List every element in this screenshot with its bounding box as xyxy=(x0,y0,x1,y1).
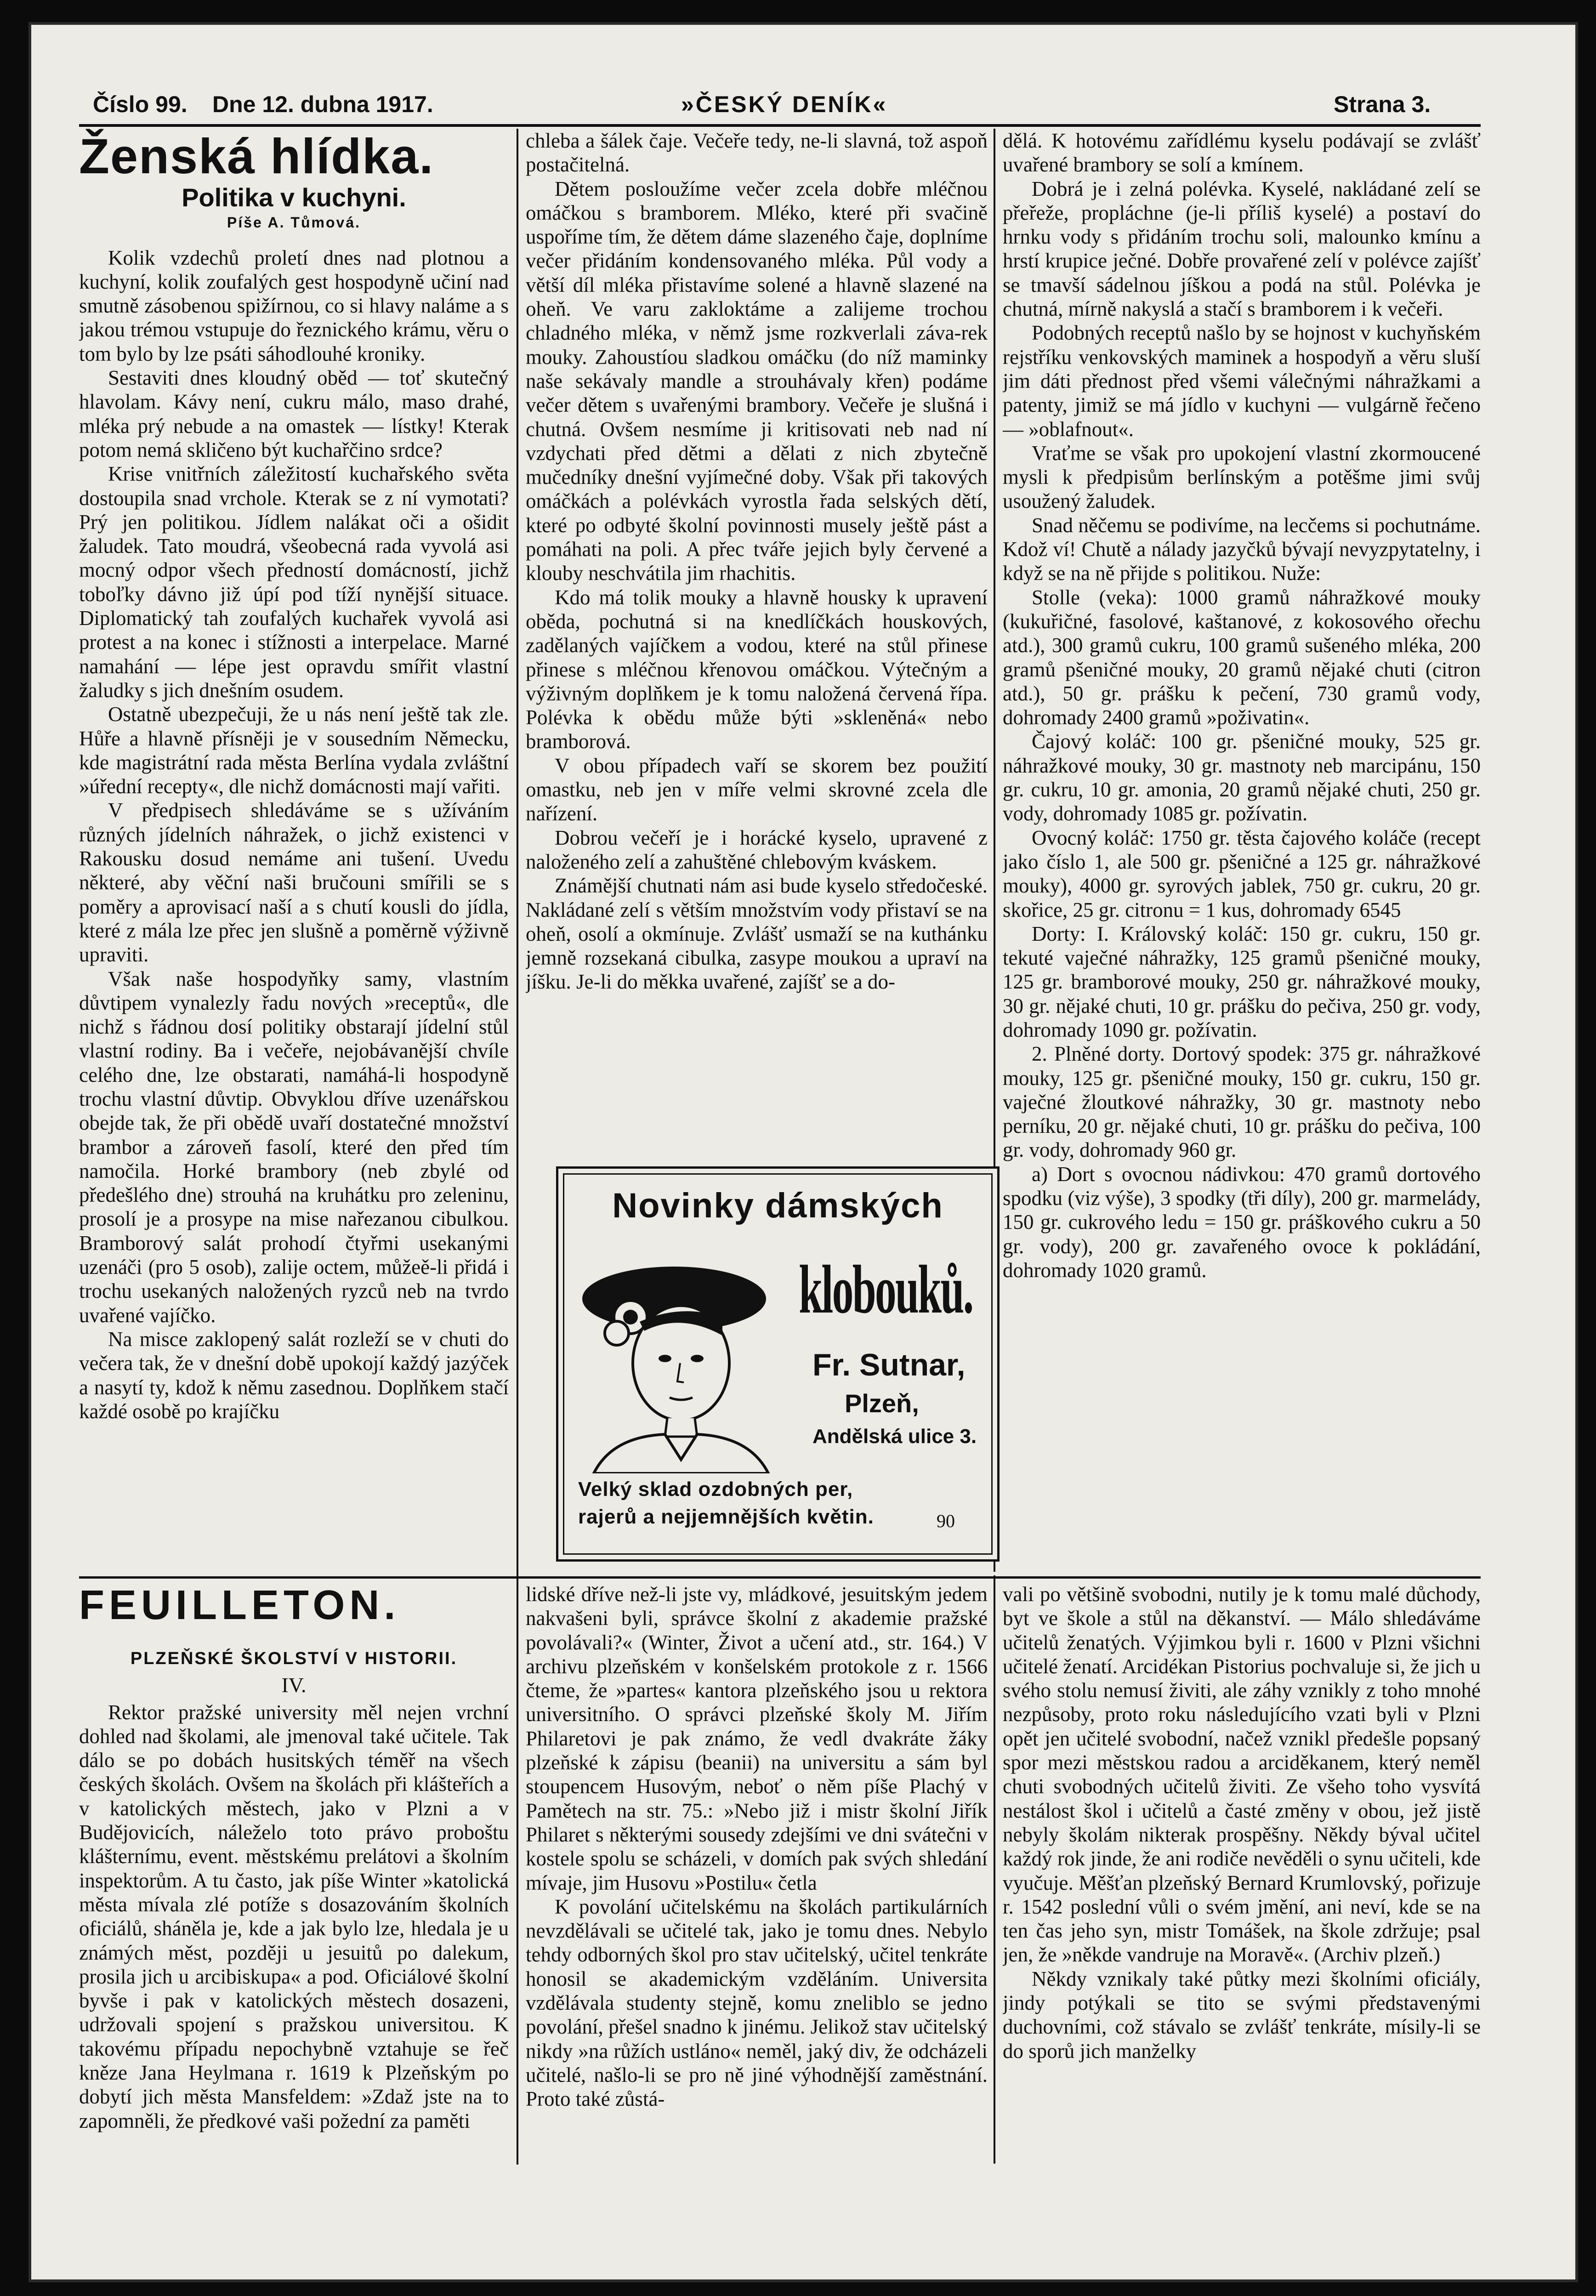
paragraph: Podobných receptů našlo by se hojnost v kuchyňském rejstříku venkovských maminek a hospodyň a věru sluší jim dáti přednost před všemi válečnými náhražkami a patenty, jimiž se má jídlo v kuchyni — vulgárně řečeno — »oblafnout«. xyxy=(1003,321,1481,441)
hat-advertisement xyxy=(556,1166,1000,1562)
paragraph: 2. Plněné dorty. Dortový spodek: 375 gr. náhražkové mouky, 125 gr. pšeničné mouky, 150 gr. cukru, 150 gr. vaječné žloutkové náhražky, 30 gr. mastnoty nebo perníku, 20 gr. nějaké chuti, 10 gr. prášku do pečiva, 100 gr. vody, dohromady 960 gr. xyxy=(1003,1042,1481,1162)
ad-street: Andělská ulice 3. xyxy=(812,1425,977,1448)
header-rule xyxy=(79,124,1481,127)
feuilleton-title: FEUILLETON. xyxy=(79,1582,400,1628)
column-rule-2b xyxy=(994,1575,995,2164)
ad-slogan-1: Velký sklad ozdobných per, xyxy=(578,1478,853,1500)
paragraph: V obou případech vaří se skorem bez použití omastku, neb jen v míře velmi skrovné zcela dle nařízení. xyxy=(526,754,988,825)
paragraph: Dobrá je i zelná polévka. Kyselé, nakládané zelí se přeřeže, propláchne (je-li příliš kyselé) a postaví do hrnku vody s přidáním trochu soli, malounko kmínu a hrstí krupice ječné. Dobře provařené zelí v polévce zajíšť se tmavší sádelnou jíškou a podá na stůl. Polévka je chutná, mírně nakyslá a stačí s bramborem i k večeři. xyxy=(1003,177,1481,321)
article-column-1 xyxy=(79,129,509,1572)
ad-company: Fr. Sutnar, xyxy=(812,1347,966,1382)
ad-headline: Novinky dámských xyxy=(612,1186,943,1225)
paragraph: vali po většině svobodni, nutily je k tomu malé důchody, byt ve škole a stůl na děkanství. — Málo shledáváme učitelů ženatých. Výjimkou byli r. 1600 v Plzni všichni učitelé ženatí. Arcidékan Pistorius pochvaluje si, že jich u svého stolu nemusí živiti, ale záhy vznikly z toho mnohé nezpůsoby, proto roku následujícího vzati byli v Plzni opět jen učitelé svobodní, načež vznikl předešle popsaný spor mezi městskou radou a arciděkanem, který neměl chuti svobodných učitelů živiti. Ze všeho toho vysvítá nestálost škol i učitelů a časté změny v obou, jež jistě nebyly školám nikterak prospěšny. Někdy býval učitel každý rok jinde, že ani rodiče nevěděli o synu učiteli, kde vyučuje. Měšťan plzeňský Bernard Krumlovský, pořizuje r. 1542 poslední vůli o svém jmění, ani neví, kde se na ten čas jeho syn, mistr Tomášek, na škole zdržuje; psal jen, že »někde vandruje na Moravě«. (Archiv plzeň.) xyxy=(1003,1583,1481,1966)
column-rule-1 xyxy=(517,129,518,2165)
article-title: Politika v kuchyni. xyxy=(182,183,406,212)
feuilleton-rule xyxy=(79,1576,1481,1579)
paragraph: a) Dort s ovocnou nádivkou: 470 gramů dortového spodku (viz výše), 3 spodky (tři díly), 200 gr. marmelády, 150 gr. cukrového ledu = 150 gr. práškového cukru a 50 gr. vody), 200 gr. zavařeného ovoce k pokládání, dohromady 1020 gramů. xyxy=(1003,1162,1481,1282)
feuilleton-column-3 xyxy=(1003,1582,1481,2166)
paragraph: dělá. K hotovému zařídlému kyselu podávají se zvlášť uvařené brambory se solí a kmínem. xyxy=(1003,129,1481,176)
paragraph: Dětem posloužíme večer zcela dobře mléčnou omáčkou s bramborem. Mléko, které při svačině uspoříme tím, že dětem dáme slazeného čaje, doplníme večer přidáním kondensovaného mléka. Půl vody a větší díl mléka přistavíme solené a hlavně slazené na oheň. Ve varu zakloktáme a zalijeme trochou chladného mléka, v němž jsme rozkverlali záva-rek mouky. Zahoustíou sladkou omáčku (do níž maminky naše sekávaly mandle a strouhávaly křen) podáme večer dětem s uvařenými brambory. Večeře je slušná i chutná. Ovšem nesmíme ji kritisovati neb nad ní vzdychati před dětmi a dělati z nich zbytečně mučedníky dnešní vyjímečné doby. Však při takových omáčkách a polévkách vyrostla řada selských dětí, které po odbyté školní povinnosti musely ještě pást a pomáhati na poli. A přec tváře jejich byly červené a klouby neschvátila jim rhachitis. xyxy=(526,177,988,585)
article-column-2 xyxy=(526,129,988,1160)
paragraph: Krise vnitřních záležitostí kuchařského světa dostoupila snad vrchole. Kterak se z ní vymotati? Prý jen politikou. Jídlem nalákat oči a ošidit žaludek. Tato moudrá, všeobecná rada vyvolá asi mocný odpor všech předností domácností, jichž toboľky dávno již úpí pod tíží nynější situace. Diplomatický tah zoufalých kuchařek vyvolá asi protest a na konec i stížnosti a interpelace. Marné namahání — lépe jest opravdu smířit vlastní žaludky s jich dnešním osudem. xyxy=(79,462,509,702)
paragraph: Čajový koláč: 100 gr. pšeničné mouky, 525 gr. náhražkové mouky, 30 gr. mastnoty neb marcipánu, 150 gr. cukru, 10 gr. amonia, 20 gramů nějaké chuti, 250 gr. vody, dohromady 1085 gr. požívatin. xyxy=(1003,730,1481,825)
feuilleton-part: IV. xyxy=(281,1673,307,1697)
paragraph: Sestaviti dnes kloudný oběd — toť skutečný hlavolam. Kávy není, cukru málo, maso drahé, mléka prý nebude a na omastek — lístky! Kterak potom nemá skličeno být kuchařčino srdce? xyxy=(79,366,509,461)
paragraph: Známější chutnati nám asi bude kyselo středočeské. Nakládané zelí s větším množstvím vody přistaví se na oheň, osolí a okmínuje. Zvlášť usmaží se na kuthánku jemně rozsekaná cibulka, zasype moukou a upraví na jíšku. Je-li do měkka uvařené, zajíšť se a do- xyxy=(526,874,988,994)
ad-number: 90 xyxy=(937,1511,955,1531)
paragraph: Snad něčemu se podivíme, na lecčems si pochutnáme. Kdož ví! Chutě a nálady jazyčků bývají nevyzpytatelny, i když se na ně přijde s politikou. Nuže: xyxy=(1003,513,1481,585)
feuilleton-column-1 xyxy=(79,1582,509,2166)
paragraph: chleba a šálek čaje. Večeře tedy, ne-li slavná, tož aspoň postačitelná. xyxy=(526,129,988,176)
paragraph: Dobrou večeří je i horácké kyselo, upravené z naloženého zelí a zahuštěné chlebovým kváskem. xyxy=(526,826,988,873)
page-number: Strana 3. xyxy=(1334,91,1431,117)
paragraph: V předpisech shledáváme se s užíváním různých jídelních náhražek, o jichž existenci v Rakousku dosud nemáme ani tušení. Uvedu některé, aby věční naši bručouni smířili se s poměry a aprovisací naší a s chutí kousli do jídla, které z mála lze přec jen slušně a poměrně výživně upraviti. xyxy=(79,799,509,966)
paragraph: lidské dříve než-li jste vy, mládkové, jesuitským jedem nakvašeni byli, správce školní z akademie pražské povolávali?« (Winter, Život a učení atd., str. 164.) V archivu plzeňském v konšelském protokole z r. 1566 čteme, že »partes« kantora plzeňského jsou u rektora universitního. O správci plzeňské školy M. Jiřím Philaretovi je pak známo, že vedl dvakráte žáky plzeňské k zápisu (beanii) na universitu a sám byl stoupencem Husovým, neboť o něm píše Plachý v Pamětech na str. 75.: »Nebo již i mistr školní Jiřík Philaret s některými sousedy zdejšími ve dni svátečni v kostele spolu se scházeli, v domích pak svých shledání mívaje, jim Husovu »Postilu« četla xyxy=(526,1583,988,1894)
paragraph: Stolle (veka): 1000 gramů náhražkové mouky (kukuřičné, fasolové, kaštanové, z kokosového ořechu atd.), 300 gramů cukru, 100 gramů sušeného mléka, 200 gramů pšeničné mouky, 20 gramů nějaké chuti (citron atd.), 50 gr. prášku k pečení, 730 gramů vody, dohromady 2400 gramů »poživatin«. xyxy=(1003,585,1481,729)
ad-product: klobouků. xyxy=(799,1251,973,1328)
article-author: Píše A. Tůmová. xyxy=(227,214,361,231)
issue-date: Dne 12. dubna 1917. xyxy=(212,91,433,117)
paragraph: Vraťme se však pro upokojení vlastní zkormoucené mysli k předpisům berlínským a potěšme jimi svůj usoužený žaludek. xyxy=(1003,441,1481,513)
paragraph: Kdo má tolik mouky a hlavně housky k upravení oběda, pochutná si na knedlíčkách houskových, zadělaných vajíčkem a vodou, které na stůl přinese přinese s mléčnou křenovou omáčkou. Výtečným a výživným doplňkem je k tomu naložená červená řípa. Polévka k obědu může býti »skleněná« nebo bramborová. xyxy=(526,585,988,753)
feuilleton-column-2 xyxy=(526,1582,988,2166)
ad-city: Plzeň, xyxy=(845,1389,919,1418)
paragraph: Ostatně ubezpečuji, že u nás není ještě tak zle. Hůře a hlavně přísněji je v sousedním Německu, kde magistrátní rada města Berlína vydala zvláštní »úřední recepty«, dle nichž domácnosti mají vařiti. xyxy=(79,703,509,798)
feuilleton-subtitle: PLZEŇSKÉ ŠKOLSTVÍ V HISTORII. xyxy=(130,1649,458,1668)
paragraph: Rektor pražské university měl nejen vrchní dohled nad školami, ale jmenoval také učitele. Tak dálo se po dobách husitských téměř na všech českých školách. Ovšem na školách při klášteřích a v katolických městech, jako v Plzni a v Budějovicích, náleželo toto právo proboštu klášternímu, event. městskému prelátovi a školním inspektorům. A tu často, jak píše Winter »katolická města mívala zlé potíže s dosazováním školních oficiálů, sháněla je, kde a jak bylo lze, hledala je u známých měst, později u jesuitů po dalekum, prosila jich u arcibiskupa« a pod. Oficiálové školní byvše i pak v katolických městech dosazeni, udržovali spojení s pražskou universitou. K takovému případu nepochybně vztahuje se řeč kněze Jana Heylmana r. 1619 k Plzeňským po dobytí jich města Mansfeldem: »Zdaž jste na to zapomněli, že předkové vaši požední za paměti xyxy=(79,1700,509,2132)
ad-slogan-2: rajerů a nejjemnějších květin. xyxy=(578,1506,874,1528)
paragraph: Však naše hospodyňky samy, vlastním důvtipem vynalezly řadu nových »receptů«, dle nichž s řádnou dosí politiky obstarají jídelní stůl vlastní rodiny. Ba i večeře, nejobávanější chvíle celého dne, lze obstarati, namáhá-li hospodyně trochu vlastní důvtip. Obvyklou dříve uzenářskou obejde tak, že při obědě uvaří dostatečné množství brambor a zároveň fasolí, které den před tím namočila. Horké brambory (neb zbylé od předešlého dne) strouhá na kruhátku pro zeleninu, prosolí je a prosype na mise nařezanou cibulkou. Bramborový salát prohodí čtyřmi usekanými uzenáči (pro 5 osob), zalije octem, můžeě-li přidá i trochu usekaných naložených ryzců neb na tvrdo uvařené vajíčko. xyxy=(79,967,509,1327)
newspaper-name: »ČESKÝ DENÍK« xyxy=(681,91,888,117)
issue-number: Číslo 99. xyxy=(93,91,187,117)
paragraph: Kolik vzdechů proletí dnes nad plotnou a kuchyní, kolik zoufalých gest hospodyně učiní nad smutně zásobenou spižírnou, co si hlavy naláme a s jakou trémou vstupuje do řeznického krámu, věru o tom bylo by lze psáti sáhodlouhé kroniky. xyxy=(79,246,509,365)
paragraph: Dorty: I. Královský koláč: 150 gr. cukru, 150 gr. tekuté vaječné náhražky, 125 gramů pšeničné mouky, 125 gr. bramborové mouky, 250 gr. náhražkové mouky, 30 gr. nějaké chuti, 10 gr. prášku do pečiva, 250 gr. vody, dohromady 1090 gr. požívatin. xyxy=(1003,922,1481,1041)
article-column-3 xyxy=(1003,129,1481,1572)
lady-hat-illustration xyxy=(575,1244,773,1473)
paragraph: Ovocný koláč: 1750 gr. těsta čajového koláče (recept jako číslo 1, ale 500 gr. pšeničné a 125 gr. náhražkové mouky), 4000 gr. syrových jablek, 750 gr. cukru, 20 gr. skořice, 25 gr. citronu = 1 kus, dohromady 6545 xyxy=(1003,826,1481,921)
paragraph: Někdy vznikaly také půtky mezi školními oficiály, jindy potýkali se tito se svými představenými duchovními, což stávalo se zvlášť tenkráte, mísily-li se do sporů jich manželky xyxy=(1003,1967,1481,2063)
paragraph: Na misce zaklopený salát rozleží se v chuti do večera tak, že v dnešní době upokojí každý jazýček a nasytí ty, kdož k němu zasednou. Doplňkem stačí každé osobě po krajíčku xyxy=(79,1327,509,1423)
newspaper-page xyxy=(28,22,1578,2282)
paragraph: K povolání učitelskému na školách partikulárních nevzdělávali se učitelé tak, jako je tomu dnes. Nebylo tehdy odborných škol pro stav učitelský, učitel tenkráte honosil se akademickým vzděláním. Universita vzdělávala studenty stejně, komu zneliblo se jedno povolání, přešel snadno k jinému. Jelikož stav učitelský nikdy »na růžích ustláno« neměl, jaký div, že odcházeli učitelé, našlo-li se pro ně jiné výhodnější zaměstnání. Proto také zůstá- xyxy=(526,1895,988,2111)
section-title: Ženská hlídka. xyxy=(79,129,434,184)
ad-inner-frame xyxy=(563,1173,993,1555)
